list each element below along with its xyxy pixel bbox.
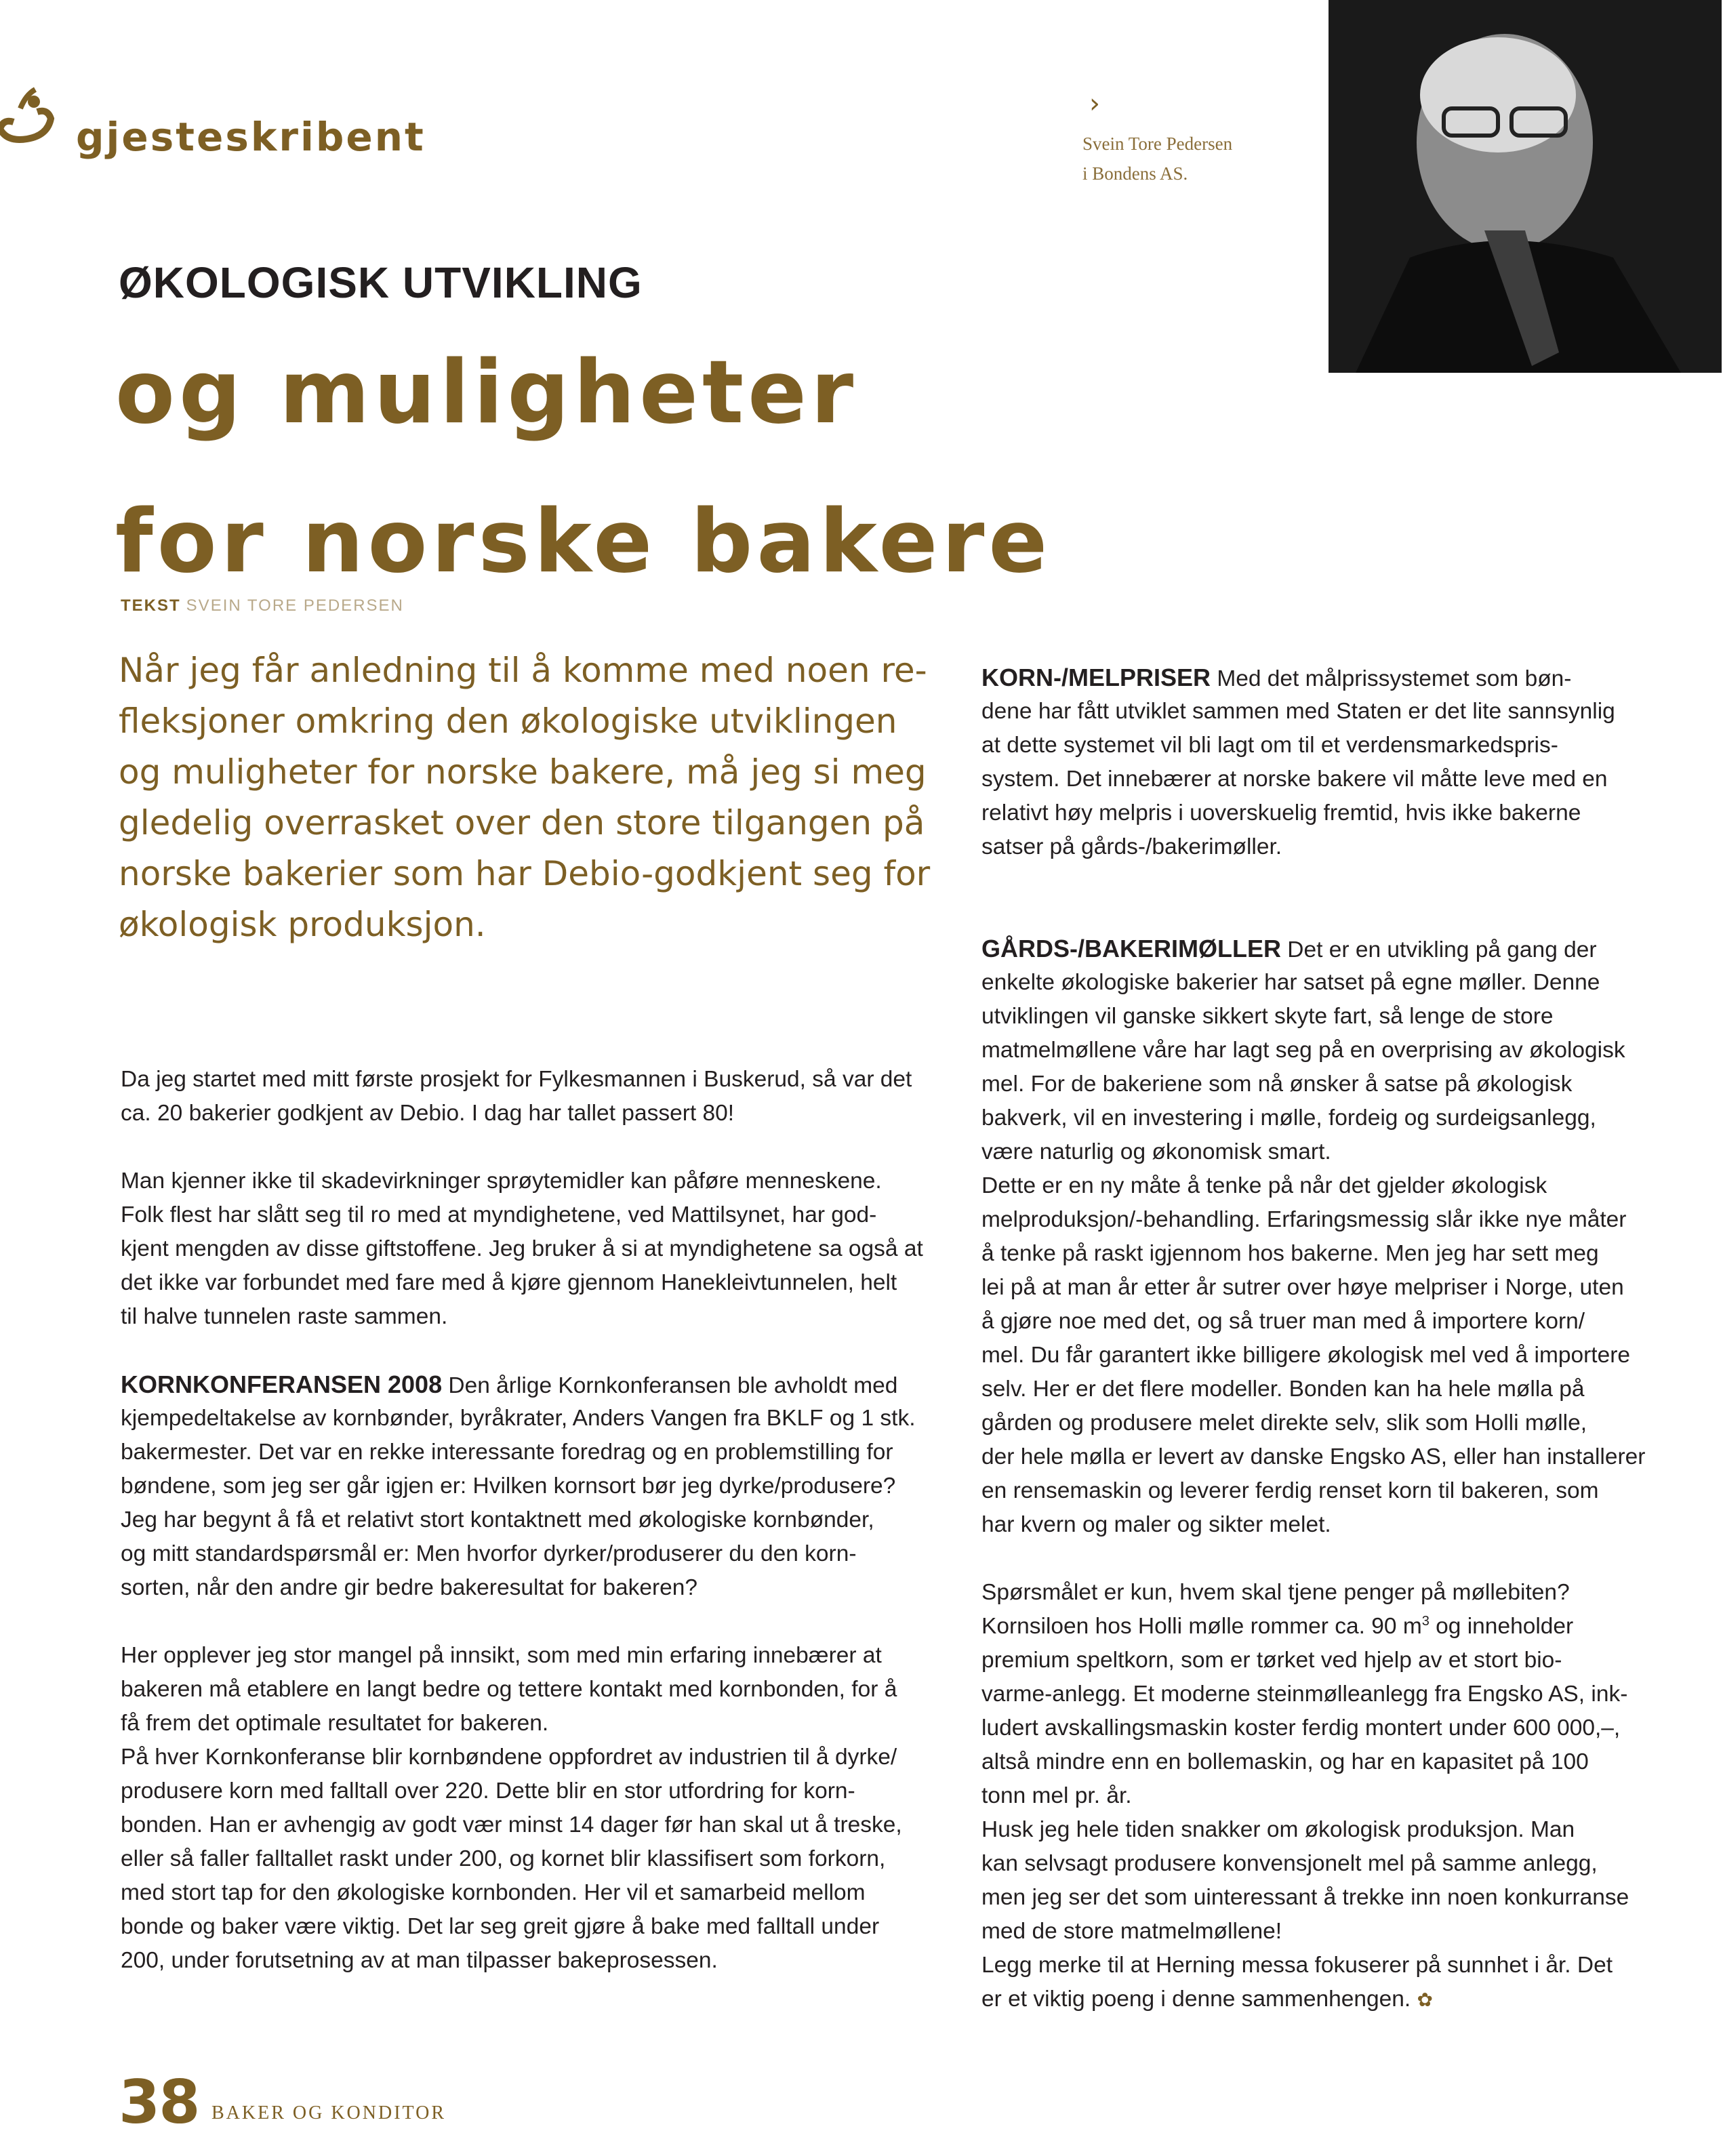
body-line: ludert avskallingsmaskin koster ferdig montert under 600 000,–, xyxy=(981,1715,1621,1741)
body-line: sorten, når den andre gir bedre bakeresultat for bakeren? xyxy=(121,1575,698,1600)
body-line: mel. Du får garantert ikke billigere økologisk mel ved å importere xyxy=(981,1343,1630,1368)
section-logo-icon xyxy=(0,81,61,156)
lead-paragraph xyxy=(119,645,931,950)
body-line: med stort tap for den økologiske kornbonden. Her vil et samarbeid mellom xyxy=(121,1880,866,1905)
body-line: der hele mølla er levert av danske Engsko AS, eller han installerer xyxy=(981,1444,1646,1469)
body-line: dene har fått utviklet sammen med Staten er det lite sannsynlig xyxy=(981,699,1615,724)
lead-line: norske bakerier som har Debio-godkjent seg for xyxy=(119,854,931,893)
body-line: at dette systemet vil bli lagt om til et verdensmarkedspris- xyxy=(981,733,1558,758)
body-line: altså mindre enn en bollemaskin, og har en kapasitet på 100 xyxy=(981,1749,1589,1774)
body-line: eller så faller falltallet raskt under 200, og kornet blir klassifisert som forkorn, xyxy=(121,1846,886,1871)
body-line: og inneholder xyxy=(1429,1614,1574,1639)
body-line: Legg merke til at Herning messa fokuserer på sunnhet i år. Det xyxy=(981,1953,1613,1978)
article-headline xyxy=(115,319,1051,617)
body-line: mel. For de bakeriene som nå ønsker å satse på økologisk xyxy=(981,1072,1573,1097)
body-line: varme-anlegg. Et moderne steinmølleanlegg fra Engsko AS, ink- xyxy=(981,1682,1628,1707)
article-kicker: ØKOLOGISK UTVIKLING xyxy=(119,258,643,307)
body-line: Spørsmålet er kun, hvem skal tjene penger på møllebiten? xyxy=(981,1580,1570,1605)
author-photo xyxy=(1329,0,1722,373)
body-line: Man kjenner ikke til skadevirkninger sprøytemidler kan påføre menneskene. xyxy=(121,1168,882,1194)
body-line: 200, under forutsetning av at man tilpasser bakeprosessen. xyxy=(121,1948,718,1973)
page-number: 38 xyxy=(119,2067,199,2137)
body-line: satser på gårds-/bakerimøller. xyxy=(981,834,1282,859)
body-line: selv. Her er det flere modeller. Bonden kan ha hele mølla på xyxy=(981,1377,1585,1402)
body-line: Da jeg startet med mitt første prosjekt for Fylkesmannen i Buskerud, så var det xyxy=(121,1067,912,1092)
body-line: bakverk, vil en investering i mølle, fordeig og surdeigsanlegg, xyxy=(981,1105,1596,1131)
headline-line-2: for norske bakere xyxy=(115,491,1052,592)
body-line: melproduksjon/-behandling. Erfaringsmessig slår ikke nye måter xyxy=(981,1207,1627,1232)
body-line: med de store matmelmøllene! xyxy=(981,1919,1282,1944)
caption-company: i Bondens AS. xyxy=(1082,163,1188,184)
caption-arrow-icon: › xyxy=(1089,88,1100,119)
lead-line: gledelig overrasket over den store tilgangen på xyxy=(119,803,925,842)
body-line: Det er en utvikling på gang der xyxy=(1280,937,1597,962)
left-column xyxy=(121,1063,927,1978)
section-heading: KORNKONFERANSEN 2008 xyxy=(121,1370,443,1398)
body-line: til halve tunnelen raste sammen. xyxy=(121,1304,448,1329)
body-line: tonn mel pr. år. xyxy=(981,1783,1132,1808)
body-line: bakeren må etablere en langt bedre og tettere kontakt med kornbonden, for å xyxy=(121,1677,897,1702)
body-line: Dette er en ny måte å tenke på når det gjelder økologisk xyxy=(981,1173,1547,1198)
body-line: kjent mengden av disse giftstoffene. Jeg bruker å si at myndighetene sa også at xyxy=(121,1236,923,1261)
body-line: Her opplever jeg stor mangel på innsikt, som med min erfaring innebærer at xyxy=(121,1643,882,1668)
body-line: få frem det optimale resultatet for bakeren. xyxy=(121,1711,549,1736)
caption-name: Svein Tore Pedersen xyxy=(1082,134,1233,154)
byline-label: TEKST xyxy=(121,596,181,615)
lead-line: Når jeg får anledning til å komme med noen re- xyxy=(119,651,927,690)
right-column xyxy=(981,661,1723,2016)
section-heading: GÅRDS-/BAKERIMØLLER xyxy=(981,935,1281,962)
body-line: ca. 20 bakerier godkjent av Debio. I dag har tallet passert 80! xyxy=(121,1101,735,1126)
body-line: kjempedeltakelse av kornbønder, byråkrater, Anders Vangen fra BKLF og 1 stk. xyxy=(121,1406,916,1431)
body-line: bakermester. Det var en rekke interessante foredrag og en problemstilling for xyxy=(121,1440,893,1465)
body-line: det ikke var forbundet med fare med å kjøre gjennom Hanekleivtunnelen, helt xyxy=(121,1270,897,1295)
body-line: enkelte økologiske bakerier har satset på egne møller. Denne xyxy=(981,970,1600,995)
body-line: system. Det innebærer at norske bakere vil måtte leve med en xyxy=(981,767,1608,792)
body-line: gården og produsere melet direkte selv, slik som Holli mølle, xyxy=(981,1410,1587,1436)
body-line: relativt høy melpris i uoverskuelig fremtid, hvis ikke bakerne xyxy=(981,800,1581,826)
body-line: er et viktig poeng i denne sammenhengen. xyxy=(981,1987,1411,2012)
section-heading: KORN-/MELPRISER xyxy=(981,664,1211,691)
body-line: å gjøre noe med det, og så truer man med å importere korn/ xyxy=(981,1309,1585,1334)
body-line: utviklingen vil ganske sikkert skyte fart, så lenge de store xyxy=(981,1004,1554,1029)
photo-caption xyxy=(1082,129,1232,188)
body-line: bonde og baker være viktig. Det lar seg greit gjøre å bake med falltall under xyxy=(121,1914,880,1939)
body-line: kan selvsagt produsere konvensjonelt mel på samme anlegg, xyxy=(981,1851,1598,1876)
body-line: en rensemaskin og leverer ferdig renset korn til bakeren, som xyxy=(981,1478,1599,1503)
body-line: Husk jeg hele tiden snakker om økologisk produksjon. Man xyxy=(981,1817,1575,1842)
body-line: På hver Kornkonferanse blir kornbøndene oppfordret av industrien til å dyrke/ xyxy=(121,1745,897,1770)
body-line: Den årlige Kornkonferansen ble avholdt med xyxy=(442,1373,898,1398)
body-line: være naturlig og økonomisk smart. xyxy=(981,1139,1331,1164)
body-line: bøndene, som jeg ser går igjen er: Hvilken kornsort bør jeg dyrke/produsere? xyxy=(121,1473,896,1499)
body-line: men jeg ser det som uinteressant å trekke inn noen konkurranse xyxy=(981,1885,1629,1910)
section-label: gjesteskribent xyxy=(76,114,426,160)
magazine-name: BAKER OG KONDITOR xyxy=(211,2102,447,2123)
lead-line: fleksjoner omkring den økologiske utviklingen xyxy=(119,701,897,741)
body-line: Jeg har begynt å få et relativt stort kontaktnett med økologiske kornbønder, xyxy=(121,1507,874,1532)
body-line: matmelmøllene våre har lagt seg på en overprising av økologisk xyxy=(981,1038,1625,1063)
body-line: premium speltkorn, som er tørket ved hjelp av et stort bio- xyxy=(981,1648,1562,1673)
lead-line: og muligheter for norske bakere, må jeg si meg xyxy=(119,752,927,792)
lead-line: økologisk produksjon. xyxy=(119,905,486,944)
body-line: Med det målprissystemet som bøn- xyxy=(1211,666,1572,691)
byline-author: SVEIN TORE PEDERSEN xyxy=(186,596,404,615)
body-line: å tenke på raskt igjennom hos bakerne. Men jeg har sett meg xyxy=(981,1241,1599,1266)
superscript: 3 xyxy=(1421,1613,1430,1629)
body-line: produsere korn med falltall over 220. Dette blir en stor utfordring for korn- xyxy=(121,1778,855,1804)
body-line: bonden. Han er avhengig av godt vær minst 14 dager før han skal ut å treske, xyxy=(121,1812,902,1837)
end-mark-icon: ✿ xyxy=(1417,1989,1433,2010)
byline xyxy=(121,596,404,615)
body-line: lei på at man år etter år sutrer over høye melpriser i Norge, uten xyxy=(981,1275,1624,1300)
body-line: og mitt standardspørsmål er: Men hvorfor dyrker/produserer du den korn- xyxy=(121,1541,857,1566)
body-line: Folk flest har slått seg til ro med at myndighetene, ved Mattilsynet, har god- xyxy=(121,1202,877,1227)
body-line: har kvern og maler og sikter melet. xyxy=(981,1512,1331,1537)
headline-line-1: og muligheter xyxy=(115,342,858,443)
body-line: Kornsiloen hos Holli mølle rommer ca. 90 m xyxy=(981,1614,1422,1639)
